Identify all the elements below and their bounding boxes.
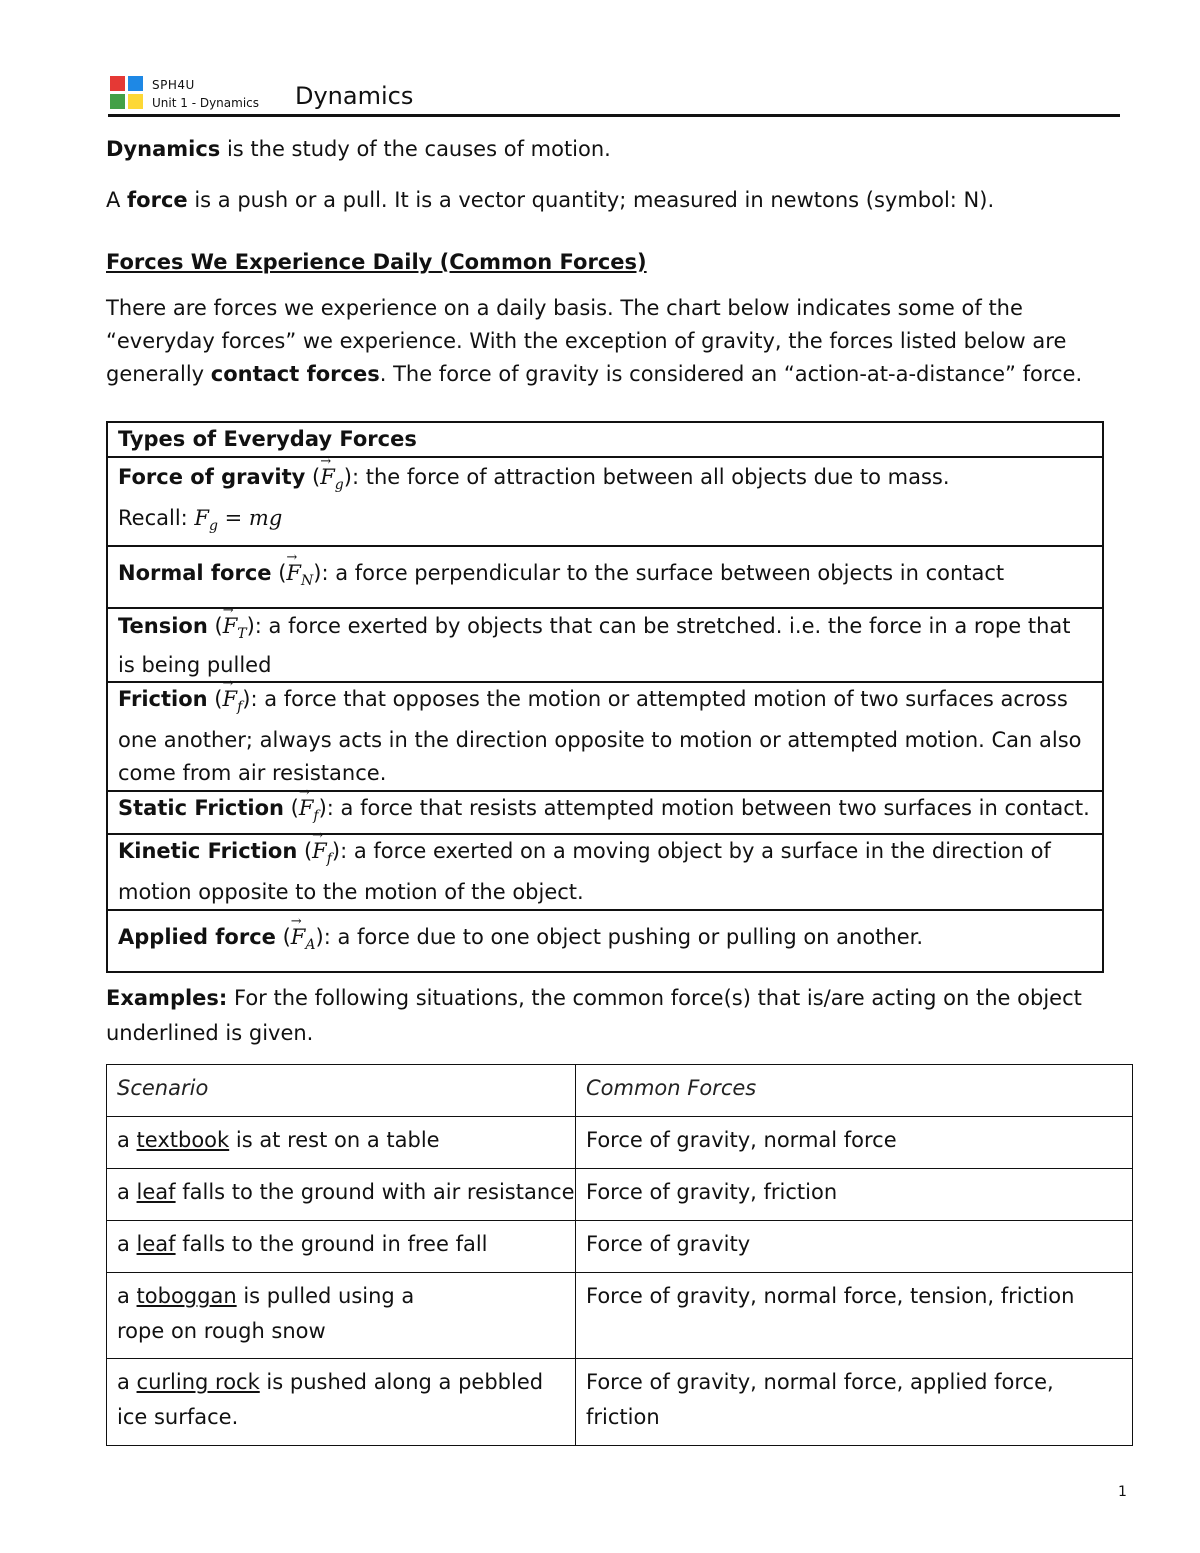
logo-tile-red (110, 76, 125, 91)
underlined-object: curling rock (136, 1370, 260, 1394)
paragraph-part-2: . The force of gravity is considered an “action-at-a-distance” force. (379, 362, 1083, 386)
force-name: Applied force (118, 925, 276, 950)
header-divider (108, 114, 1120, 117)
page-title: Dynamics (295, 82, 414, 110)
force-name: Normal force (118, 561, 272, 586)
forces-cell: Force of gravity, friction (576, 1169, 1133, 1221)
examples-table (106, 1064, 1133, 1446)
dynamics-term: Dynamics (106, 137, 221, 161)
underlined-object: leaf (136, 1232, 176, 1256)
force-row-gravity: Force of gravity (→ $F_g$): the force of attraction between all objects due to mass. Recall: $F_g$ = mg (107, 457, 1103, 546)
scenario-cell: a leaf falls to the ground in free fall (107, 1221, 576, 1273)
forces-cell: Force of gravity, normal force, applied force, friction (576, 1359, 1133, 1446)
section-heading: Forces We Experience Daily (Common Forces) (106, 250, 647, 274)
examples-text: For the following situations, the common force(s) that is/are acting on the object underlined is given. (106, 986, 1082, 1045)
scenario-cell: a leaf falls to the ground with air resistance (107, 1169, 576, 1221)
force-row-applied: Applied force (→ $F_A$): a force due to one object pushing or pulling on another. (107, 910, 1103, 971)
force-row-friction: Friction (→ $F_f$): a force that opposes the motion or attempted motion of two surfaces across one another; always acts in the direction opposite to motion or attempted motion. Can also come from air resistance. (107, 682, 1103, 791)
forces-cell: Force of gravity, normal force, tension, friction (576, 1273, 1133, 1359)
force-definition-text: is a push or a pull. It is a vector quantity; measured in newtons (symbol: N). (187, 188, 995, 212)
force-row-normal: Normal force (→ $F_N$): a force perpendicular to the surface between objects in contact (107, 546, 1103, 607)
force-description: ): a force that opposes the motion or attempted motion of two surfaces across one another; always acts in the direction opposite to motion or attempted motion. Can also come from air resistance. (118, 686, 1082, 785)
force-name: Static Friction (118, 795, 284, 820)
logo-tile-blue (128, 76, 143, 91)
recall-formula: $F_g$ = mg (194, 506, 283, 535)
column-header-common-forces: Common Forces (576, 1065, 1133, 1117)
table-row (107, 1273, 1133, 1359)
forces-cell: Force of gravity (576, 1221, 1133, 1273)
column-header-scenario: Scenario (107, 1065, 576, 1117)
force-symbol: → $F_T$ (223, 611, 247, 650)
section-paragraph (106, 292, 1091, 391)
force-term: force (127, 188, 188, 212)
table-row (107, 1117, 1133, 1169)
dynamics-definition-text: is the study of the causes of motion. (220, 137, 611, 161)
examples-intro (106, 981, 1116, 1051)
force-row-kinetic-friction: Kinetic Friction (→ $F_f$): a force exerted on a moving object by a surface in the direction of motion opposite to the motion of the object. (107, 834, 1103, 910)
logo-tile-yellow (128, 94, 143, 109)
table-row (107, 1359, 1133, 1446)
force-description: ): a force exerted by objects that can be stretched. i.e. the force in a rope that is being pulled (118, 613, 1071, 677)
force-definition (106, 184, 1106, 217)
force-symbol: → $F_N$ (286, 557, 313, 598)
force-name: Tension (118, 613, 208, 638)
force-description: ): a force perpendicular to the surface between objects in contact (313, 561, 1005, 586)
scenario-cell: a curling rock is pushed along a pebbled ice surface. (107, 1359, 576, 1446)
force-symbol: → $F_f$ (223, 683, 243, 724)
force-description: ): a force due to one object pushing or pulling on another. (315, 925, 924, 950)
course-code: SPH4U (152, 78, 195, 92)
table-row (107, 1221, 1133, 1273)
unit-label: Unit 1 - Dynamics (152, 96, 260, 110)
logo-tile-green (110, 94, 125, 109)
force-name: Force of gravity (118, 465, 306, 489)
underlined-object: leaf (136, 1180, 176, 1204)
force-name: Friction (118, 686, 208, 711)
course-logo (110, 76, 144, 110)
force-description: ): the force of attraction between all objects due to mass. (343, 465, 950, 489)
dynamics-definition (106, 133, 1106, 166)
force-prefix: A (106, 188, 128, 212)
underlined-object: textbook (136, 1128, 230, 1152)
force-row-tension: Tension (→ $F_T$): a force exerted by objects that can be stretched. i.e. the force in a rope that is being pulled (107, 608, 1103, 682)
force-description: ): a force that resists attempted motion between two surfaces in contact. (318, 795, 1090, 820)
everyday-forces-table (106, 421, 1104, 973)
force-symbol: → $F_A$ (291, 921, 316, 962)
force-name: Kinetic Friction (118, 839, 298, 864)
forces-table-title: Types of Everyday Forces (107, 422, 1103, 457)
force-symbol: → $F_f$ (312, 835, 332, 876)
scenario-cell: a textbook is at rest on a table (107, 1117, 576, 1169)
force-symbol: → $F_f$ (299, 792, 319, 833)
force-symbol: → $F_g$ (320, 461, 344, 502)
page-number: 1 (1118, 1484, 1127, 1500)
forces-cell: Force of gravity, normal force (576, 1117, 1133, 1169)
paragraph-part-1: There are forces we experience on a daily basis. The chart below indicates some of the “everyday forces” we experience. With the exception of gravity, the forces listed below are generally (106, 296, 1067, 386)
force-row-static-friction: Static Friction (→ $F_f$): a force that resists attempted motion between two surfaces in contact. (107, 791, 1103, 834)
examples-label: Examples: (106, 986, 228, 1010)
table-row (107, 1169, 1133, 1221)
recall-label: Recall: (118, 506, 195, 531)
underlined-object: toboggan (136, 1284, 237, 1308)
force-description: ): a force exerted on a moving object by a surface in the direction of motion opposite to the motion of the object. (118, 839, 1051, 905)
contact-forces-term: contact forces (210, 362, 380, 386)
scenario-cell: a toboggan is pulled using a rope on rough snow (107, 1273, 576, 1359)
